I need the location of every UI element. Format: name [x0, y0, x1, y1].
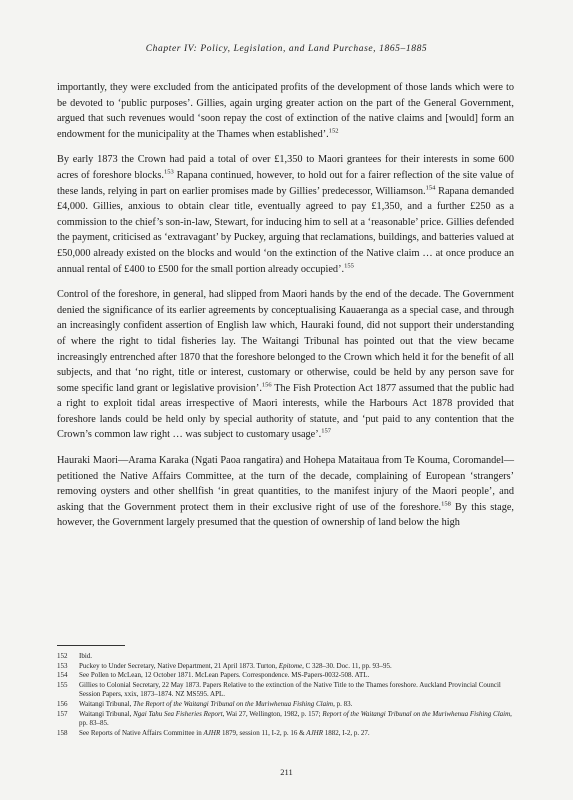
running-head: Chapter IV: Policy, Legislation, and Land Purchase, 1865–1885 [145, 44, 428, 54]
paragraph-text: Rapana continued, however, to hold out for a fairer reflection of the site value of these lands, relying in part on earlier promises made by Gillies’ predecessor, Williamson. [57, 169, 514, 197]
footnote-text [79, 662, 517, 672]
footnote-title: Ngai Tahu Sea Fisheries Report [133, 709, 223, 718]
footnote-text [79, 652, 517, 662]
footnote-reference: 156 [261, 381, 272, 389]
page-number: 211 [280, 767, 293, 777]
footnote-segment: 1882, I-2, p. 27. [323, 728, 370, 737]
footnote-segment: Waitangi Tribunal, [79, 709, 134, 718]
footnote [57, 729, 517, 739]
footnote-number: 154 [57, 671, 68, 680]
footnote-reference: 155 [344, 262, 354, 270]
footnote-title: AJHR [306, 728, 324, 737]
footnote-title: Epitome [278, 661, 303, 670]
footnote-segment: , pp. 83–85. [79, 709, 512, 728]
footnote-text [79, 729, 517, 739]
footnote-reference: 153 [163, 168, 174, 176]
paragraph [57, 453, 514, 531]
footnote-segment: Ibid. [79, 652, 93, 660]
paragraph-text: By early 1873 the Crown had paid a total of over £1,350 to Maori grantees for their interests in some 600 acres of foreshore blocks. [57, 154, 514, 181]
footnote-segment: 1879, session 11, I-2, p. 16 & [220, 728, 307, 737]
footnote-reference: 154 [425, 184, 436, 192]
footnote [57, 700, 517, 710]
footnote-text [79, 681, 517, 700]
footnote-reference: 158 [441, 500, 451, 508]
footnote [57, 652, 517, 662]
footnote-reference: 152 [328, 127, 339, 135]
paragraph-text: importantly, they were excluded from the anticipated profits of the development of those lands which were to be devoted to ‘public purposes’. Gillies, again urging greater action on the part of the General Government, argued that such revenues would ‘soon repay the cost of extinction of the native claims and [would] form an endowment for the municipality at the Thames when established’. [57, 82, 514, 140]
footnote [57, 671, 517, 681]
paragraph [57, 287, 514, 443]
footnote-segment: Puckey to Under Secretary, Native Department, 21 April 1873. Turton, [79, 661, 279, 670]
footnote [57, 681, 517, 700]
paragraph-text: By this stage, however, the Government largely presumed that the question of ownership of land below the high [57, 501, 514, 529]
footnote-segment: , Wai 27, Wellington, 1982, p. 157; [222, 709, 323, 718]
footnote-number: 158 [57, 728, 68, 737]
footnote [57, 662, 517, 672]
footnote-title: Report of the Waitangi Tribunal on the Muriwhenua Fishing Claim [322, 709, 511, 718]
footnote-number: 153 [57, 661, 68, 670]
footnote-segment: See Reports of Native Affairs Committee in [79, 728, 204, 737]
footnote-title: AJHR [203, 728, 221, 737]
footnote-segment: Waitangi Tribunal, [79, 699, 134, 708]
paragraph-text: Rapana demanded £4,000. Gillies, anxious to obtain clear title, eventually agreed to pay £1,350, and a further £250 as a commission to the chief’s son-in-law, Stewart, for inducing him to sell at a ‘reasonable’ price. Gillies defended the payment, criticised as ‘extravagant’ by Puckey, arguing that reclamations, buildings, and batteries valued at £50,000 already existed on the blocks and would ‘on the extinction of the Native claim … at once produce an annual rental of £400 to £500 for the small portion already occupied’. [57, 185, 515, 275]
paragraph [57, 80, 514, 142]
footnote-segment: Gillies to Colonial Secretary, 22 May 1873. Papers Relative to the extinction of the Native Title to the Thames foreshore. Auckland Provincial Council Session Papers, xxix, 1873–1874. NZ MS595. APL. [79, 680, 501, 699]
paragraph [57, 152, 514, 277]
footnote-number: 155 [57, 680, 68, 689]
footnote-segment: , p. 83. [333, 699, 353, 708]
footnote-segment: See Pollen to McLean, 12 October 1871. McLean Papers. Correspondence. MS-Papers-0032-508. ATL. [79, 671, 370, 680]
footnote-text [79, 710, 517, 729]
paragraph-text: Control of the foreshore, in general, had slipped from Maori hands by the end of the decade. The Government denied the significance of its earlier agreements by conceptualising Kauaeranga as a special case, and through an increasingly confident assertion of English law which, Hauraki found, did not support their understanding of where the right to tidal fisheries lay. The Waitangi Tribunal has pointed out that the view became increasingly entrenched after 1870 that the foreshore belonged to the Crown which held it for the benefit of all subjects, and that ‘no right, title or interest, customary or otherwise, could be held by any person save for some specific land grant or legislative provision’. [57, 289, 514, 394]
footnote-number: 156 [57, 699, 68, 708]
footnote-number: 157 [57, 709, 68, 718]
footnote-text [79, 700, 517, 710]
footnote-text [79, 671, 517, 681]
footnotes-section [57, 652, 517, 738]
footnote-number: 152 [57, 652, 68, 660]
body-text [57, 80, 514, 541]
paragraph-text: The Fish Protection Act 1877 assumed that the public had a right to exploit tidal areas irrespective of Maori interests, while the Harbours Act 1878 provided that foreshore lands could be held only by special authority of statute, and ‘put paid to any contention that the Crown’s common law right … was subject to customary usage’. [57, 382, 514, 441]
paragraph-text: Hauraki Maori—Arama Karaka (Ngati Paoa rangatira) and Hohepa Mataitaua from Te Kouma, Coromandel—petitioned the Native Affairs Committee, at the turn of the decade, complaining of European ‘strangers’ removing oysters and other shellfish ‘in great quantities, to the manifest injury of the Maori people’, and asking that the Government protect them in their exclusive right of use of the foreshore. [57, 455, 514, 513]
footnote-reference: 157 [321, 428, 331, 436]
footnote-divider [57, 645, 125, 646]
footnote-title: The Report of the Waitangi Tribunal on the Muriwhenua Fishing Claim [133, 699, 334, 708]
footnote [57, 710, 517, 729]
footnote-segment: , C 328–30. Doc. 11, pp. 93–95. [302, 661, 392, 670]
